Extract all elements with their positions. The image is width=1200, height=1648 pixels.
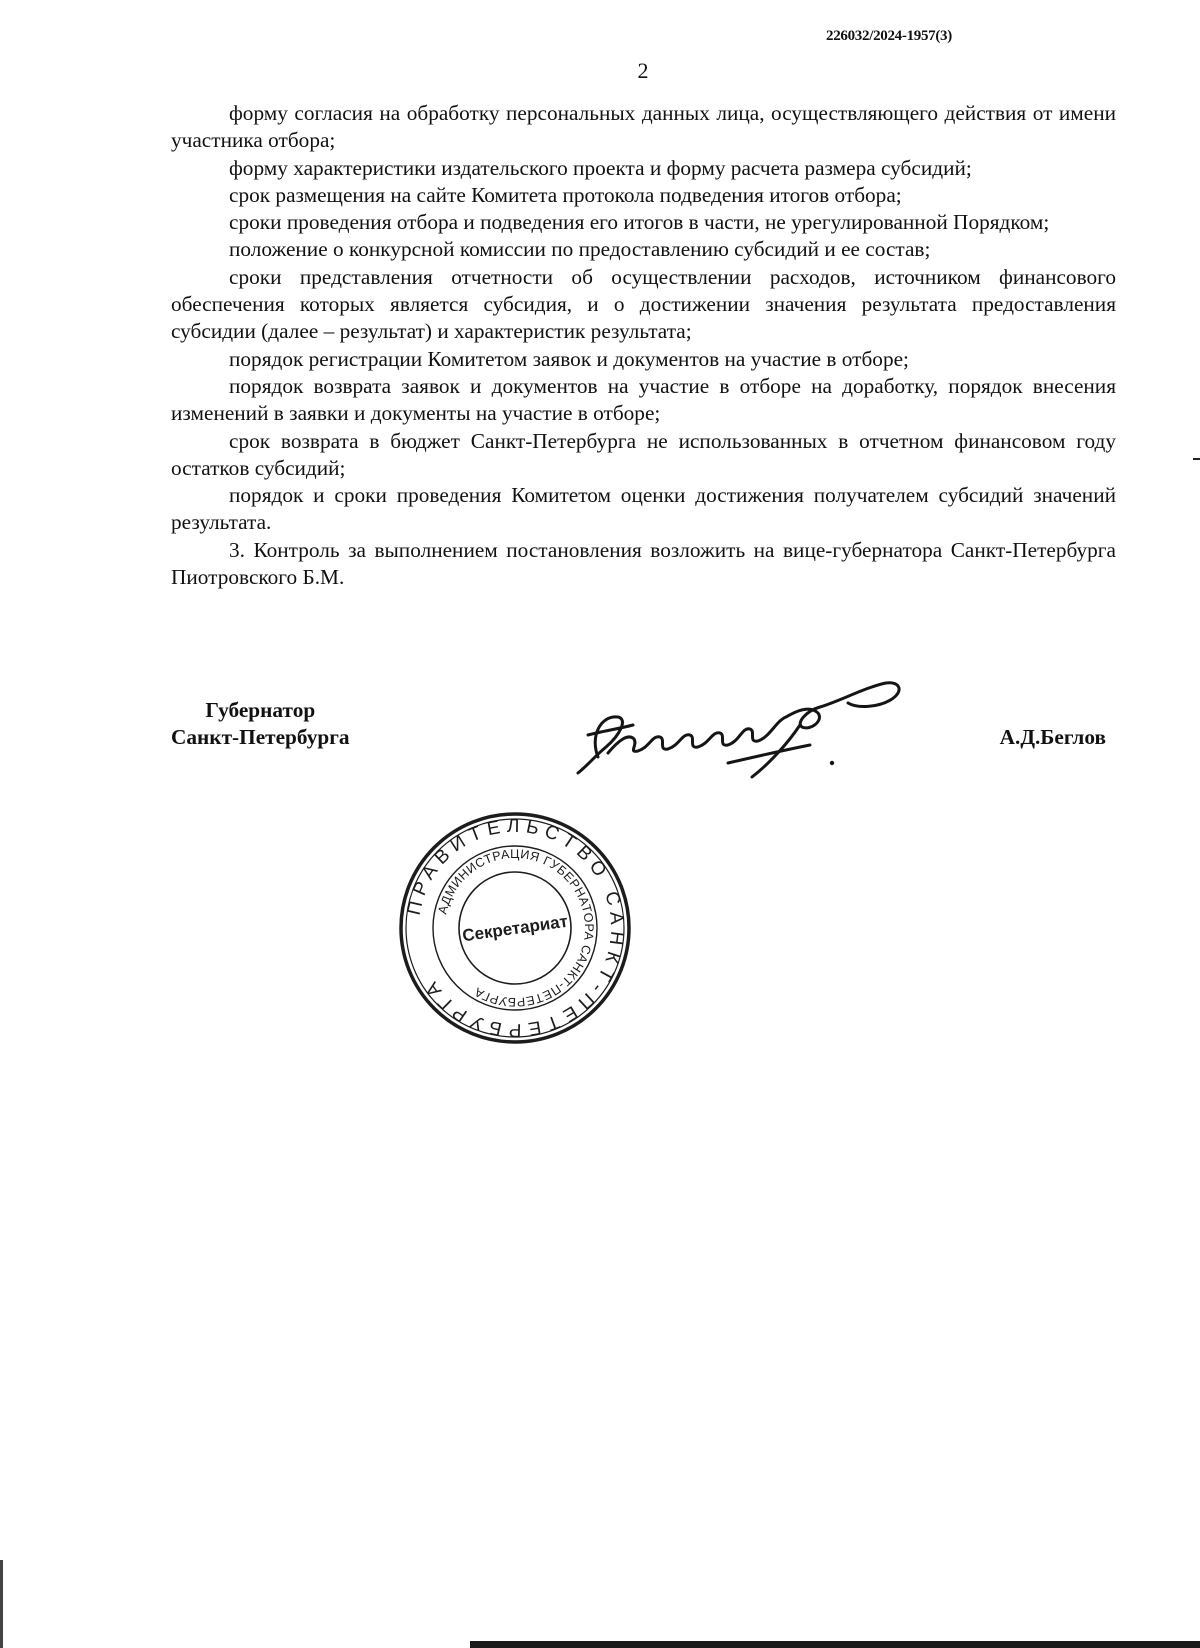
document-registration-number: 226032/2024-1957(3)	[826, 28, 952, 44]
paragraph-application-return: порядок возврата заявок и документов на участие в отборе на доработку, порядок внесения изменений в заявки и документы на участие в отборе;	[171, 373, 1116, 426]
seal-inner-text: АДМИНИСТРАЦИЯ ГУБЕРНАТОРА САНКТ-ПЕТЕРБУРГА	[435, 846, 597, 1010]
signer-position	[171, 697, 350, 752]
paragraph-budget-return: срок возврата в бюджет Санкт-Петербурга не использованных в отчетном финансовом году остатков субсидий;	[171, 428, 1116, 480]
official-seal	[395, 808, 635, 1048]
paragraph-commission-regulation: положение о конкурсной комиссии по предоставлению субсидий и ее состав;	[229, 237, 931, 262]
paragraph-result-assessment: порядок и сроки проведения Комитетом оценки достижения получателем субсидий значений результата.	[171, 483, 1116, 535]
paragraph-application-registration: порядок регистрации Комитетом заявок и документов на участие в отборе;	[229, 346, 909, 371]
page-number: 2	[637, 58, 649, 83]
paragraph-reporting-deadlines: сроки представления отчетности об осуществлении расходов, источником финансового обеспечения которых является субсидия, и о достижении значения результата предоставления субсидии (далее – результат) и характеристик результата;	[171, 264, 1116, 344]
scan-border-left	[0, 1560, 3, 1648]
paragraph-project-characteristics: форму характеристики издательского проекта и форму расчета размера субсидий;	[229, 155, 972, 180]
seal-outer-text: ПРАВИТЕЛЬСТВО САНКТ-ПЕТЕРБУРГА	[403, 815, 628, 1041]
scan-border-bottom	[470, 1641, 1200, 1648]
signer-name: А.Д.Беглов	[999, 725, 1106, 749]
scan-mark	[1193, 458, 1200, 460]
document-body	[171, 100, 1116, 591]
paragraph-protocol-publication: срок размещения на сайте Комитета протокола подведения итогов отбора;	[229, 182, 902, 207]
signer-position-line2: Санкт-Петербурга	[171, 725, 350, 750]
seal-center-text: Секретариат	[461, 911, 569, 946]
paragraph-selection-deadlines: сроки проведения отбора и подведения его итогов в части, не урегулированной Порядком;	[229, 210, 1050, 235]
paragraph-control-clause: 3. Контроль за выполнением постановления возложить на вице-губернатора Санкт-Петербурга Пиотровского Б.М.	[171, 537, 1116, 590]
paragraph-consent-form: форму согласия на обработку персональных данных лица, осуществляющего действия от имени участника отбора;	[171, 101, 1116, 153]
handwritten-signature	[548, 665, 918, 785]
signer-position-line1: Губернатор	[205, 698, 316, 722]
